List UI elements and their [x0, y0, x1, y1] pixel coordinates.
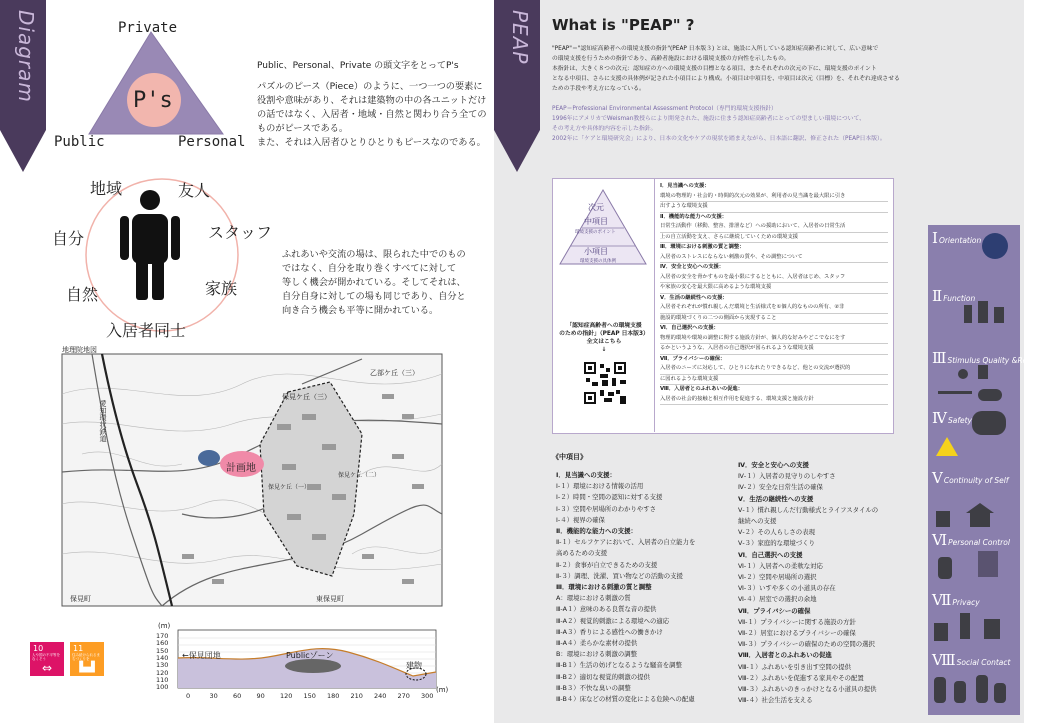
profile-y-tick: 150 [156, 646, 169, 655]
profile-x-tick: 240 [374, 692, 387, 700]
mid-section-heading: Ⅱ．機能的な能力への支援： [556, 527, 637, 536]
circle-body-line: 向き合う機会も平等に開かれている。 [282, 305, 439, 316]
tab-notch [494, 130, 540, 172]
mid-item: Ⅵ-２）空間や居場所の選択 [738, 573, 817, 582]
mid-column-1 [556, 470, 695, 705]
dimension-heading: Ⅲ．環境における刺激の質と調整： [660, 244, 745, 250]
continuity-house-icon [936, 503, 1006, 529]
strip-dimension-label [932, 531, 1010, 549]
peap-title: What is "PEAP" ? [552, 16, 695, 34]
mid-section-heading: Ⅲ．環境における刺激の質と調整 [556, 583, 652, 592]
mid-item: B：環境における刺激の調整 [556, 650, 638, 659]
label-residents: 入居者同士 [106, 321, 187, 340]
right-page [494, 0, 1058, 723]
strip-dimension-number: Ⅳ [932, 409, 947, 427]
triangle-private-label: Private [118, 20, 178, 36]
sdg-10-number: 10 [33, 644, 44, 653]
circle-body-line: 自分自身に対しての場も同じであり、自分と [282, 291, 466, 302]
profile-label-zone: Publicゾーン [286, 651, 334, 660]
sdg-11-number: 11 [73, 644, 84, 653]
diagram-tab-label: Diagram [14, 10, 38, 103]
mid-item: 高めるための支援 [556, 549, 608, 558]
triangle-ps-label: P's [133, 88, 173, 113]
intro-line: "PEAP"＝"認知症高齢者への環境支援の指針"(PEAP 日本版３) とは、施設に入所している認知症高齢者に対して、広い意味で [552, 46, 879, 52]
circle-body-line: ふれあいや交流の場は、限られた中でのもの [282, 249, 466, 260]
safety-hands-icon [972, 411, 1006, 435]
strip-dimension-name: Safety [948, 416, 972, 425]
mid-item: Ⅷ-２）ふれあいを促進する家具やその配置 [738, 673, 864, 682]
ps-body-line: の話ではなく、入居者・地域・自然と関わり合う全ての [257, 109, 487, 120]
mid-item: Ⅱ-１）セルフケアにおいて、入居者の自立能力を [556, 538, 696, 547]
mid-item: Ⅵ-３）いすや多くの小道具の存在 [738, 584, 836, 593]
dimensions-divider [654, 178, 655, 432]
mid-section-heading: Ⅴ．生活の継続性への支援 [738, 494, 814, 503]
mid-section-heading: Ⅰ．見当識への支援： [556, 471, 616, 479]
dimension-description: 日常生活動作（移動、整容、排泄など）への援助において、入居者の日常生活 [660, 222, 888, 233]
strip-dimension-name: Continuity of Self [943, 476, 1009, 485]
label-friend: 友人 [178, 181, 211, 200]
ps-title: Public、Personal、Private の頭文字をとってP's [257, 61, 459, 71]
intro-line: の環境支援を行うための指針であり、高齢者施設における環境支援の方向性を示したもの。 [552, 56, 790, 62]
profile-x-tick: 300 [421, 692, 434, 700]
mid-item: Ⅰ-３）空間や居場所のわかりやすさ [556, 504, 657, 513]
pyramid-mid-sub: 環境支援のポイント [575, 230, 616, 235]
mid-item: Ⅲ-B１）生活の妨げとなるような騒音を調整 [556, 661, 682, 670]
pond [198, 450, 220, 466]
mid-item: Ⅰ-２）時間・空間の認知に対する支援 [556, 493, 663, 502]
profile-y-tick: 110 [156, 675, 169, 684]
profile-label-building: 建物 [406, 661, 422, 670]
mid-item: Ⅷ-３）ふれあいのきっかけとなる小道具の提供 [738, 685, 877, 694]
ps-body-line: ものがピースである。 [257, 123, 349, 134]
profile-x-unit: (m) [436, 686, 449, 694]
note-line: 2002年に「ケアと環境研究会」により、日本の文化やケアの現状を踏まえながら、日本語に翻訳、修正された（PEAP日本版）。 [552, 136, 886, 142]
mid-item: Ⅰ-１）環境における情報の活用 [556, 482, 644, 491]
note-line: PEAP＝Professional Environmental Assessment Protocol（専門的環境支援指針） [552, 106, 777, 112]
profile-x-tick: 0 [186, 692, 191, 700]
map-label: 保見ケ丘（三） [282, 393, 331, 401]
social-contact-icon [932, 665, 1010, 705]
dimensions-list [660, 182, 888, 405]
note-line: 1996年にアメリカでWeisman教授らにより開発された、施設に住まう認知症高齢者にとっての望ましい環境について、 [552, 116, 865, 122]
circle-body-line: 等しく機会が開かれている。そしてそれは、 [282, 277, 466, 288]
profile-y-tick: 160 [156, 639, 169, 648]
mid-item: Ⅷ-４）社会生活を支える [738, 696, 813, 705]
privacy-pictogram-icon [934, 609, 1008, 645]
dimension-description: 入居者の安全を脅かすものを最小限にするとともに、入居者はじめ、スタッフ [660, 273, 888, 284]
mid-section-heading: Ⅵ．自己選択への支援 [738, 550, 803, 559]
strip-dimension-number: Ⅶ [932, 591, 952, 609]
ps-body-line: パズルのピース（Piece）のように、一つ一つの要素に [257, 81, 483, 92]
mid-item: Ⅶ-３）プライバシーの確保のための空間の選択 [738, 640, 875, 649]
mid-column-2 [738, 460, 878, 706]
mid-item: Ⅴ-３）家庭的な環境づくり [738, 539, 815, 548]
mid-item: 継続への支援 [738, 517, 777, 526]
mid-section-heading: Ⅷ．入居者とのふれあいの促進 [738, 651, 832, 660]
strip-dimension-number: Ⅲ [932, 349, 947, 367]
map-caption: 地理院地図 [62, 346, 97, 354]
qr-caption [558, 322, 650, 354]
mid-item: Ⅶ-１）プライバシーに関する施設の方針 [738, 617, 856, 626]
mid-item: Ⅲ-A３）香りによる感性への働きかけ [556, 627, 663, 636]
dimension-description: 入居者それぞれが慣れ親しんだ環境と生活様式を①個人的なものの所有、②非 [660, 303, 888, 314]
strip-dimension-number: Ⅱ [932, 287, 943, 305]
profile-y-tick: 130 [156, 661, 169, 670]
planning-site-label: 計画地 [226, 463, 256, 474]
profile-y-tick: 100 [156, 683, 169, 692]
mid-item: Ⅲ-A１）意味のある良質な音の提供 [556, 605, 657, 614]
left-page [0, 0, 494, 723]
dimension-description: 施設的環境づくりの二つの側面から実現すること [660, 314, 888, 325]
label-family: 家族 [205, 279, 238, 298]
mid-section-heading: Ⅳ．安全と安心への支援 [738, 461, 809, 469]
map-label: 保見町 [70, 595, 91, 603]
map-frame [62, 354, 442, 606]
profile-x-tick: 150 [303, 692, 316, 700]
pyramid-top: 次元 [588, 203, 604, 212]
head-brain-icon [982, 233, 1008, 259]
ps-body-line: また、それは入居者ひとりひとりもピースなのである。 [257, 137, 486, 148]
dimension-description: や家族の安心を最大限に高めるような環境支援 [660, 283, 888, 294]
dimension-heading: Ⅴ．生活の継続性への支援： [660, 294, 728, 301]
strip-dimension-label [932, 229, 981, 247]
qr-caption-line: 全文はこちら [586, 339, 622, 345]
dimension-description: 入居者の社会的接触と相互作用を促進する、環境支援と施設方針 [660, 395, 888, 406]
profile-x-tick: 180 [327, 692, 340, 700]
mid-item: Ⅱ-３）調理、洗濯、買い物などの活動の支援 [556, 571, 683, 580]
profile-x-tick: 120 [280, 692, 293, 700]
profile-x-tick: 90 [256, 692, 265, 700]
mid-item: Ⅲ-B２）適切な視覚的刺激の提供 [556, 672, 650, 681]
tab-notch [0, 130, 46, 172]
label-region: 地域 [90, 179, 123, 198]
warning-icon [936, 437, 958, 456]
mid-section-heading: Ⅶ．プライバシーの確保 [738, 606, 811, 615]
map-label: 愛知環状鉄道 [99, 400, 107, 442]
dimension-heading: Ⅱ．機能的な能力への支援： [660, 213, 728, 220]
dimension-description: るかというような、入居者の自己選択が図られるような環境支援 [660, 344, 888, 355]
ps-body-line: 役割や意味があり、それは建築物の中の各ユニットだけ [257, 95, 487, 106]
label-staff: スタッフ [208, 223, 273, 242]
profile-y-tick: 170 [156, 632, 169, 640]
mid-item: Ⅳ-１）入居者の見守りのしやすさ [738, 472, 836, 481]
dimension-heading: Ⅵ．自己選択への支援： [660, 325, 719, 331]
sdg-11-text: 住み続けられるまちづくりを [72, 653, 100, 661]
city-icon: ▙▟ [79, 662, 95, 673]
peap-tab-label: PEAP [508, 10, 532, 65]
mid-item: Ⅲ-B３）不快な臭いの調整 [556, 683, 631, 692]
intro-line: ための手段や考え方になっている。 [552, 86, 645, 92]
peap-notes [552, 104, 886, 144]
person-icon [120, 190, 180, 300]
mid-item: Ⅶ-２）居室におけるプライバシーの確保 [738, 629, 856, 638]
strip-dimension-name: Social Contact [956, 658, 1011, 667]
dimension-icon-strip [928, 225, 1058, 715]
strip-dimension-number: Ⅴ [932, 469, 943, 487]
mid-item: Ⅲ-A４）柔らかな素材の提供 [556, 639, 638, 648]
qr-caption-line: のための指針」（PEAP 日本版3） [559, 331, 649, 337]
intro-line: 本指針は、大きく８つの次元：認知症の方への環境支援の目標となる項目、またそれぞれの次元の下に、環境支援のポイント [552, 66, 877, 72]
mid-item: Ⅳ-２）安全な日常生活の確保 [738, 483, 823, 492]
mid-item: Ⅷ-１）ふれあいを引き出す空間の提供 [738, 662, 851, 671]
mid-item: Ⅲ-A２）視覚的刺激による環境への適応 [556, 616, 670, 625]
circle-body-line: ではなく、自分を取り巻くすべてに対して [282, 263, 457, 274]
mid-title: 《中項目》 [552, 453, 587, 461]
intro-line: となる中項目、さらに支援の具体例が記された小項目により構成。小項目は中項目を、中項目は次元（目標）を、それぞれ達成させる [552, 76, 900, 82]
mid-item: Ⅱ-２）食事が自立できるための支援 [556, 560, 658, 569]
label-self: 自分 [52, 229, 85, 248]
profile-x-tick: 270 [397, 692, 410, 700]
public-zone-mark [285, 659, 341, 673]
map-label: 乙部ケ丘（三） [370, 369, 419, 377]
strip-dimension-name: Privacy [952, 598, 980, 607]
peap-intro [552, 44, 900, 94]
profile-y-tick: 140 [156, 653, 169, 662]
strip-dimension-name: Orientation [938, 236, 982, 245]
pyramid-bottom: 小項目 [584, 247, 608, 256]
map-label: 保見ケ丘（一） [268, 484, 311, 491]
profile-y-unit: (m) [158, 622, 171, 630]
strip-dimension-label [932, 409, 972, 427]
mid-item: A：環境における刺激の質 [556, 594, 631, 603]
function-pictogram-icon [960, 295, 1008, 325]
sdg-11-icon [70, 642, 104, 676]
profile-y-tick: 120 [156, 668, 169, 677]
site-map [62, 354, 442, 606]
dimension-description: 上の自立活動を支え、さらに継続していくための環境支援 [660, 233, 888, 244]
circle-body [282, 248, 466, 318]
triangle-public-label: Public [54, 134, 105, 150]
label-nature: 自然 [66, 285, 99, 304]
dimension-description: 入居者のストレスにならない刺激の質や、その調整について [660, 253, 888, 264]
mid-item: Ⅵ-４）居室での選択の余地 [738, 595, 817, 604]
mid-item: Ⅴ-２）その人らしさの表現 [738, 528, 815, 537]
map-label: 保見ケ丘（二） [338, 472, 381, 479]
pyramid-bottom-sub: 環境支援の具体例 [580, 259, 616, 264]
mid-item: Ⅲ-B４）床などの材質の変化による危険への配慮 [556, 695, 695, 704]
note-line: その考え方や具体的内容を示した指針。 [552, 126, 657, 132]
strip-dimension-label [932, 591, 980, 609]
dimension-description: 環境の物理的・社会的・時間的次元の効果が、利用者の見当識を最大限に引き [660, 192, 888, 203]
mid-item: Ⅵ-１）入居者への柔軟な対応 [738, 561, 823, 570]
sdg-10-text: 人や国の不平等をなくそう [32, 653, 60, 661]
dimension-description: に図れるような環境支援 [660, 375, 888, 386]
dimension-heading: Ⅰ．見当識への支援： [660, 183, 710, 189]
triangle-personal-label: Personal [178, 134, 246, 150]
profile-x-tick: 210 [350, 692, 363, 700]
sdg-10-icon [30, 642, 64, 676]
profile-label-left: ←保見団地 [182, 651, 221, 660]
equality-icon: ⇔ [41, 661, 53, 675]
qr-code-icon[interactable] [582, 360, 628, 406]
arrow-down-icon: ↓ [601, 347, 607, 353]
strip-dimension-number: Ⅰ [932, 229, 938, 247]
map-label: 東保見町 [316, 595, 344, 603]
strip-dimension-number: Ⅵ [932, 531, 948, 549]
mid-item: Ⅴ-１）慣れ親しんだ行動様式とライフスタイルの [738, 505, 879, 514]
strip-dimension-label [932, 469, 1009, 487]
pyramid-mid: 中項目 [584, 217, 608, 226]
mid-item: Ⅰ-４）視界の確保 [556, 515, 605, 524]
strip-dimension-name: Function [943, 294, 976, 303]
profile-x-tick: 30 [209, 692, 218, 700]
strip-dimension-name: Personal Control [948, 538, 1010, 547]
dimension-description: 出すような環境支援 [660, 202, 888, 213]
qr-caption-line: 「認知症高齢者への環境支援 [566, 323, 642, 329]
personal-control-icon [938, 551, 1008, 585]
stimulus-pictogram-icon [938, 365, 1008, 405]
dimension-description: 入居者のニーズに対応して、ひとりになれたりできるなど、他との交流が選択的 [660, 364, 888, 375]
dimension-description: 物理的環境や環境の調整に関する施設方針が、個人的な好みやどこでなにをす [660, 334, 888, 345]
profile-x-tick: 60 [233, 692, 242, 700]
strip-dimension-number: Ⅷ [932, 651, 956, 669]
strip-dimension-name: Stimulus Quality &Regulation [947, 356, 1058, 365]
dimension-heading: Ⅳ．安全と安心への支援： [660, 264, 725, 270]
dimension-heading: Ⅶ．プライバシーの確保： [660, 355, 726, 362]
ps-body [257, 80, 487, 150]
dimension-heading: Ⅷ．入居者とのふれあいの促進： [660, 386, 744, 392]
